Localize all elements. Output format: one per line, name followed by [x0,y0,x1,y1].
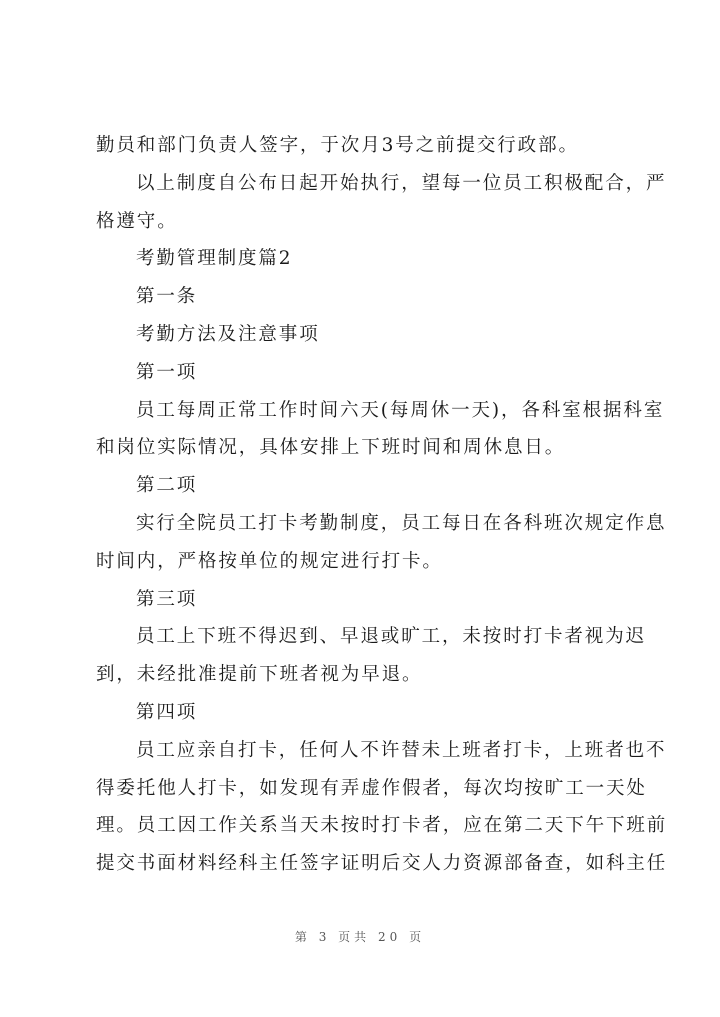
text-line: 以上制度自公布日起开始执行，望每一位员工积极配合，严 [136,172,667,194]
text-line: 实行全院员工打卡考勤制度，员工每日在各科班次规定作息 [136,512,667,534]
text-line: 时间内，严格按单位的规定进行打卡。 [96,550,443,572]
text-line: 第一条 [136,286,198,308]
text-line: 理。员工因工作关系当天未按时打卡者，应在第二天下午下班前 [96,815,668,837]
text-line: 第四项 [136,701,198,723]
page-footer: 第 3 页共 20 页 [294,930,426,944]
text-line: 到，未经批准提前下班者视为早退。 [96,664,423,686]
text-line: 员工应亲自打卡，任何人不许替未上班者打卡，上班者也不 [136,739,667,761]
text-line: 员工每周正常工作时间六天(每周休一天)，各科室根据科室 [136,399,665,421]
text-line: 得委托他人打卡，如发现有弄虚作假者，每次均按旷工一天处 [96,777,647,799]
text-line: 考勤方法及注意事项 [136,323,320,345]
text-line: 第一项 [136,361,198,383]
text-line: 第二项 [136,475,198,497]
text-line: 和岗位实际情况，具体安排上下班时间和周休息日。 [96,437,566,459]
text-line: 第三项 [136,588,198,610]
text-line: 员工上下班不得迟到、早退或旷工，未按时打卡者视为迟 [136,626,647,648]
text-line: 格遵守。 [96,210,178,232]
text-line: 提交书面材料经科主任签字证明后交人力资源部备查，如科主任 [96,853,668,875]
document-body [96,127,668,883]
text-line: 勤员和部门负责人签字，于次月3号之前提交行政部。 [96,135,579,156]
text-line: 考勤管理制度篇2 [136,248,293,270]
